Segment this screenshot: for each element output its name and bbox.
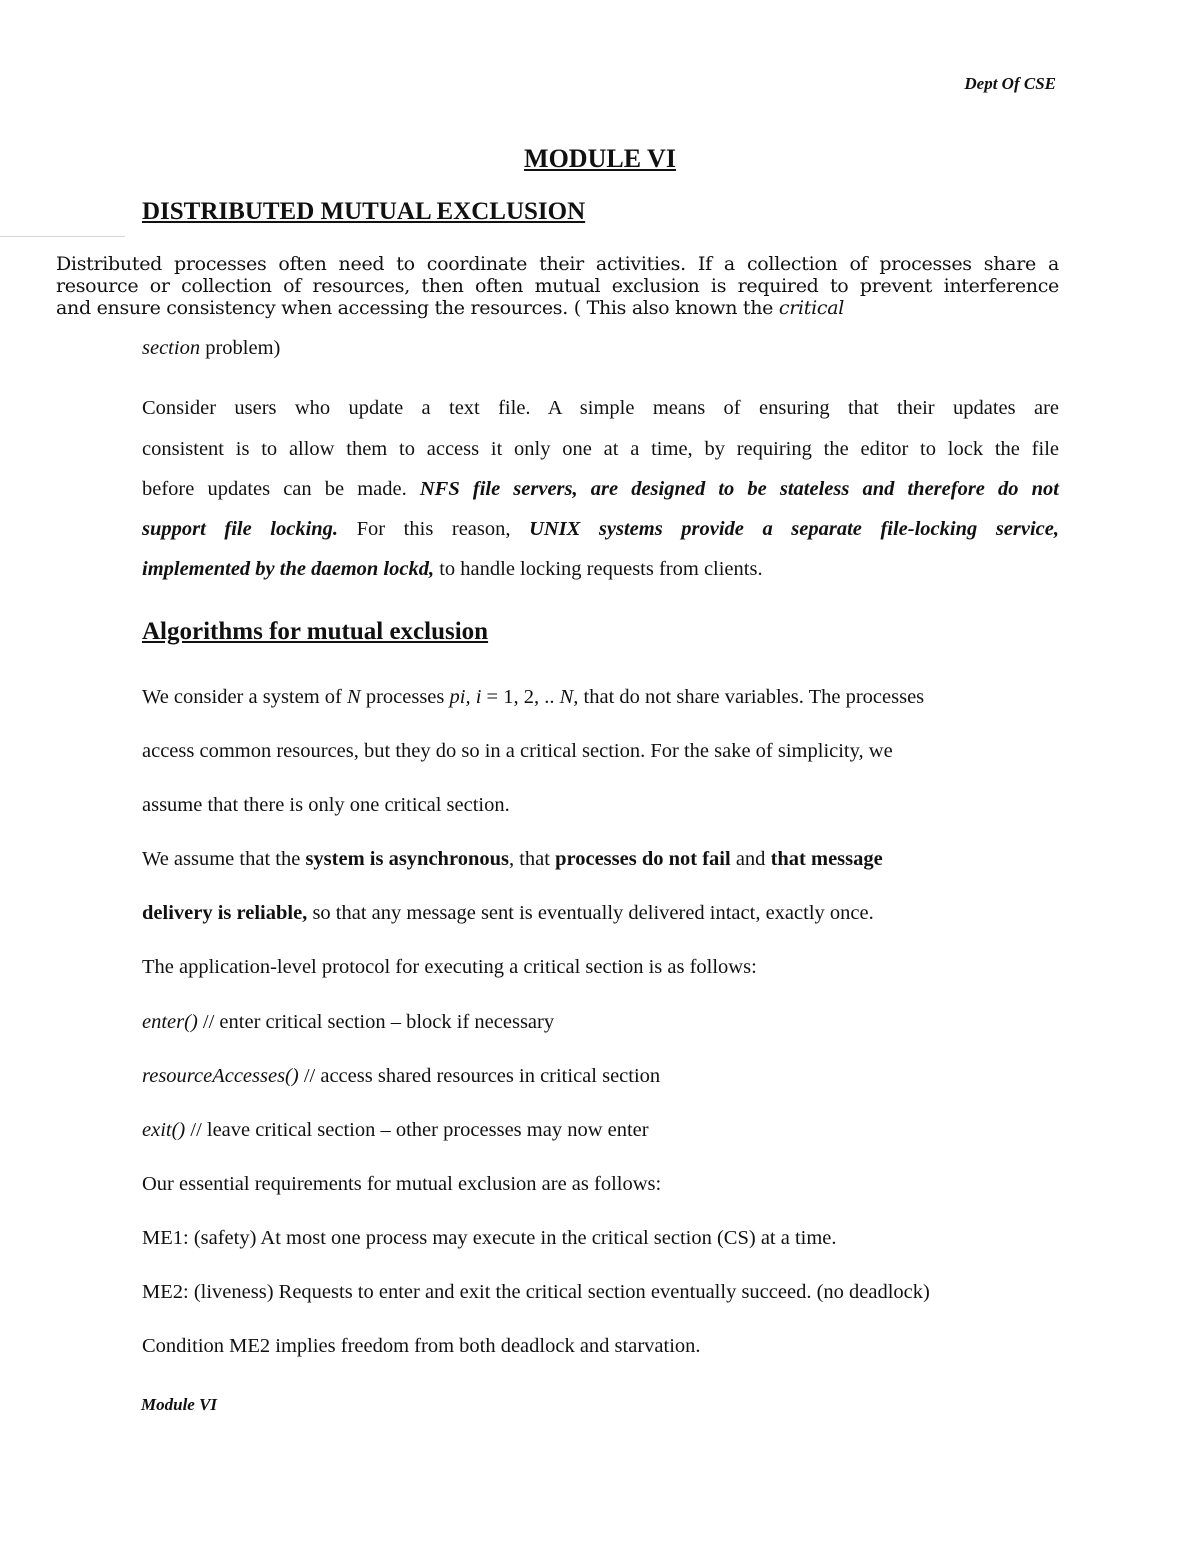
para2-line — [142, 558, 763, 581]
system-italic: pi, i — [449, 686, 482, 708]
footer-module: Module VI — [141, 1395, 218, 1414]
header-dept: Dept Of CSE — [964, 74, 1056, 93]
intro-italic: critical — [778, 297, 845, 319]
intro-line — [56, 297, 1059, 319]
para2-line: Consider users who update a text file. A simple means of ensuring that their updates are — [142, 397, 1059, 419]
protocol-function: enter() — [142, 1011, 198, 1033]
system-text: = 1, 2, .. — [481, 686, 560, 708]
protocol-step — [142, 1119, 649, 1142]
intro-text: and ensure consistency when accessing the resources. ( This also known the — [56, 297, 779, 319]
para2-bold-italic: UNIX systems provide a separate file-locking service, — [529, 518, 1059, 540]
assumption-bold: delivery is reliable, — [142, 902, 308, 924]
assumption-line — [142, 848, 883, 871]
system-line: assume that there is only one critical section. — [142, 794, 510, 816]
para2-line — [142, 478, 1059, 501]
intro-continuation — [142, 337, 280, 360]
assumption-text: and — [730, 848, 771, 870]
system-italic: N — [347, 686, 361, 708]
system-text: processes — [360, 686, 450, 708]
assumption-text: so that any message sent is eventually delivered intact, exactly once. — [307, 902, 874, 924]
para2-bold-italic: NFS file servers, are designed to be stateless and therefore do not — [419, 478, 1059, 500]
algorithms-title: Algorithms for mutual exclusion — [142, 618, 489, 645]
system-text: that do not share variables. The processes — [578, 686, 925, 708]
para2-bold-italic: implemented by the daemon lockd, — [142, 558, 435, 580]
protocol-comment: // leave critical section – other processes may now enter — [185, 1119, 649, 1141]
para2-bold-italic: support file locking. — [142, 518, 339, 540]
intro-text: problem) — [200, 337, 281, 359]
protocol-step — [142, 1065, 660, 1088]
requirement-me2: ME2: (liveness) Requests to enter and exit the critical section eventually succeed. (no deadlock) — [142, 1281, 930, 1303]
assumption-line — [142, 902, 874, 925]
assumption-text: , that — [508, 848, 556, 870]
system-line: access common resources, but they do so in a critical section. For the sake of simplicity, we — [142, 740, 893, 762]
intro-italic: section — [142, 337, 201, 359]
protocol-function: resourceAccesses() — [142, 1065, 299, 1087]
intro-paragraph — [56, 253, 1059, 319]
assumption-bold: processes do not fail — [555, 848, 731, 870]
para2-line: consistent is to allow them to access it only one at a time, by requiring the editor to lock the file — [142, 438, 1059, 460]
requirements-intro: Our essential requirements for mutual exclusion are as follows: — [142, 1173, 662, 1195]
assumption-bold: system is asynchronous — [305, 848, 509, 870]
protocol-comment: // enter critical section – block if necessary — [197, 1011, 555, 1033]
protocol-step — [142, 1011, 554, 1034]
module-title: MODULE VI — [524, 144, 676, 173]
divider — [0, 236, 125, 237]
para2-text: For this reason, — [338, 518, 530, 540]
condition-line: Condition ME2 implies freedom from both deadlock and starvation. — [142, 1335, 701, 1357]
intro-line: resource or collection of resources, then often mutual exclusion is required to prevent interference — [56, 275, 1059, 297]
intro-line: Distributed processes often need to coordinate their activities. If a collection of processes share a — [56, 253, 1059, 275]
protocol-intro: The application-level protocol for executing a critical section is as follows: — [142, 956, 757, 978]
requirement-me1: ME1: (safety) At most one process may execute in the critical section (CS) at a time. — [142, 1227, 837, 1249]
para2-text: to handle locking requests from clients. — [434, 558, 763, 580]
assumption-text: We assume that the — [142, 848, 306, 870]
section-title: DISTRIBUTED MUTUAL EXCLUSION — [142, 198, 586, 225]
para2-line — [142, 518, 1059, 541]
para2-text: before updates can be made. — [142, 478, 420, 500]
assumption-bold: that message — [770, 848, 883, 870]
protocol-function: exit() — [142, 1119, 186, 1141]
protocol-comment: // access shared resources in critical section — [298, 1065, 661, 1087]
system-italic: N, — [559, 686, 579, 708]
system-text: We consider a system of — [142, 686, 347, 708]
system-line — [142, 686, 924, 709]
